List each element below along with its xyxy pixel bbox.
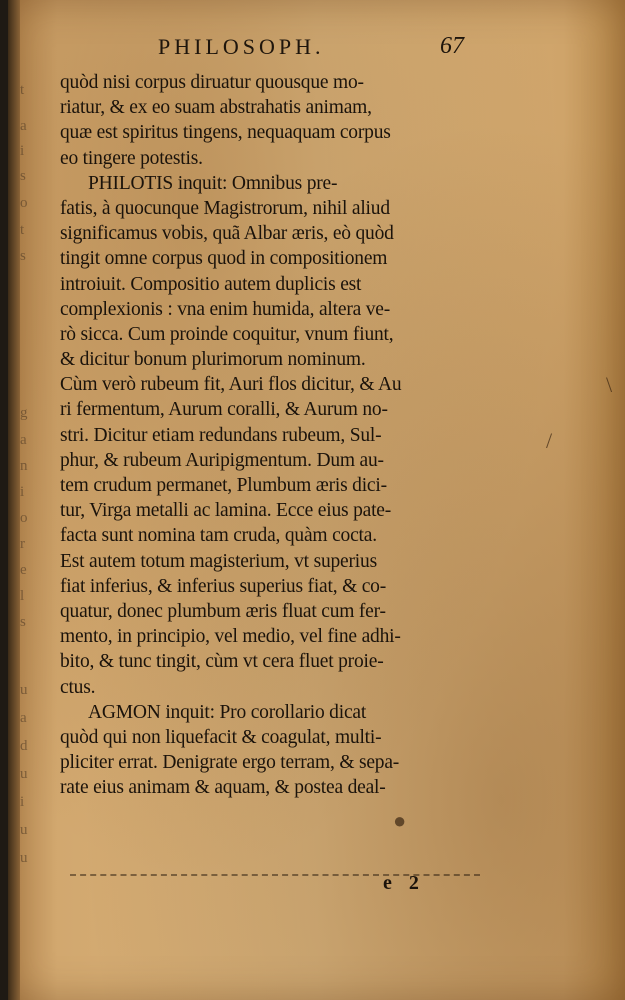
bleed-char: u [20,766,28,782]
page-body [60,70,480,800]
text-line: fatis, à quocunque Magistrorum, nihil aliud [60,197,390,219]
text-line-paragraph-start: AGMON inquit: Pro corollario dicat [88,701,367,723]
bleed-char: s [20,168,26,184]
text-line: quòd qui non liquefacit & coagulat, multi- [60,726,382,748]
text-line: tur, Virga metalli ac lamina. Ecce eius pate- [60,500,392,522]
bleed-char: d [20,738,28,754]
text-line: tingit omne corpus quod in compositionem [60,248,388,270]
ink-stroke: / [546,428,553,453]
bleed-char: t [20,82,25,98]
ink-stroke: \ [606,372,613,397]
bleed-char: i [20,143,25,159]
text-line: tem crudum permanet, Plumbum æris dici- [60,475,387,496]
bleed-char: r [20,536,25,552]
bleed-char: u [20,850,28,866]
signature-mark: e 2 [383,872,419,894]
text-line: bito, & tunc tingit, cùm vt cera fluet proie- [60,651,384,673]
text-line: stri. Dicitur etiam redundans rubeum, Sul- [60,424,382,446]
bleed-char: i [20,794,25,810]
bleed-char: s [20,614,26,630]
bleed-char: a [20,710,27,726]
ink-blot: ● [393,808,407,833]
bleed-char: g [20,405,28,421]
text-line: complexionis : vna enim humida, altera ve- [60,298,391,320]
text-line: ri fermentum, Aurum coralli, & Aurum no- [60,399,388,421]
text-line: phur, & rubeum Auripigmentum. Dum au- [60,449,384,471]
bleed-char: o [20,195,28,211]
text-line: eo tingere potestis. [60,147,203,169]
text-line: rate eius animam & aquam, & postea deal- [60,777,386,799]
text-line: quòd nisi corpus diruatur quousque mo- [60,72,364,93]
text-line: quæ est spiritus tingens, nequaquam corpus [60,122,391,144]
bleed-char: a [20,118,27,134]
text-line: & dicitur bonum plurimorum nominum. [60,349,366,371]
text-line: mento, in principio, vel medio, vel fine adhi- [60,626,401,648]
bleed-char: e [20,562,27,578]
text-line: ctus. [60,676,96,698]
bleed-char: l [20,588,25,604]
bleed-char: u [20,682,28,698]
running-header [158,34,488,60]
bleed-char: s [20,248,26,264]
text-line: facta sunt nomina tam cruda, quàm cocta. [60,525,377,547]
text-line: rò sicca. Cum proinde coquitur, vnum fiunt, [60,323,394,345]
bleed-char: n [20,458,28,474]
bleed-char: u [20,822,28,838]
text-line: fiat inferius, & inferius superius fiat, & co- [60,575,387,597]
bleed-char: a [20,432,27,448]
bleed-through-column [20,70,56,910]
text-line: quatur, donec plumbum æris fluat cum fer- [60,600,386,622]
text-line: riatur, & ex eo suam abstrahatis animam, [60,97,372,119]
text-line-paragraph-start: PHILOTIS inquit: Omnibus pre- [88,172,338,194]
bleed-char: o [20,510,28,526]
bleed-char: t [20,222,25,238]
text-line: Cùm verò rubeum fit, Auri flos dicitur, & Au [60,374,402,396]
text-line: pliciter errat. Denigrate ergo terram, & sepa- [60,752,400,774]
text-line: introiuit. Compositio autem duplicis est [60,273,362,295]
page-number: 67 [440,33,464,59]
book-page [8,0,625,1000]
text-line: significamus vobis, quã Albar æris, eò quòd [60,223,394,245]
text-line: Est autem totum magisterium, vt superius [60,550,377,572]
bleed-char: i [20,484,25,500]
page-gutter [8,0,20,1000]
running-title: PHILOSOPH. [158,34,325,59]
